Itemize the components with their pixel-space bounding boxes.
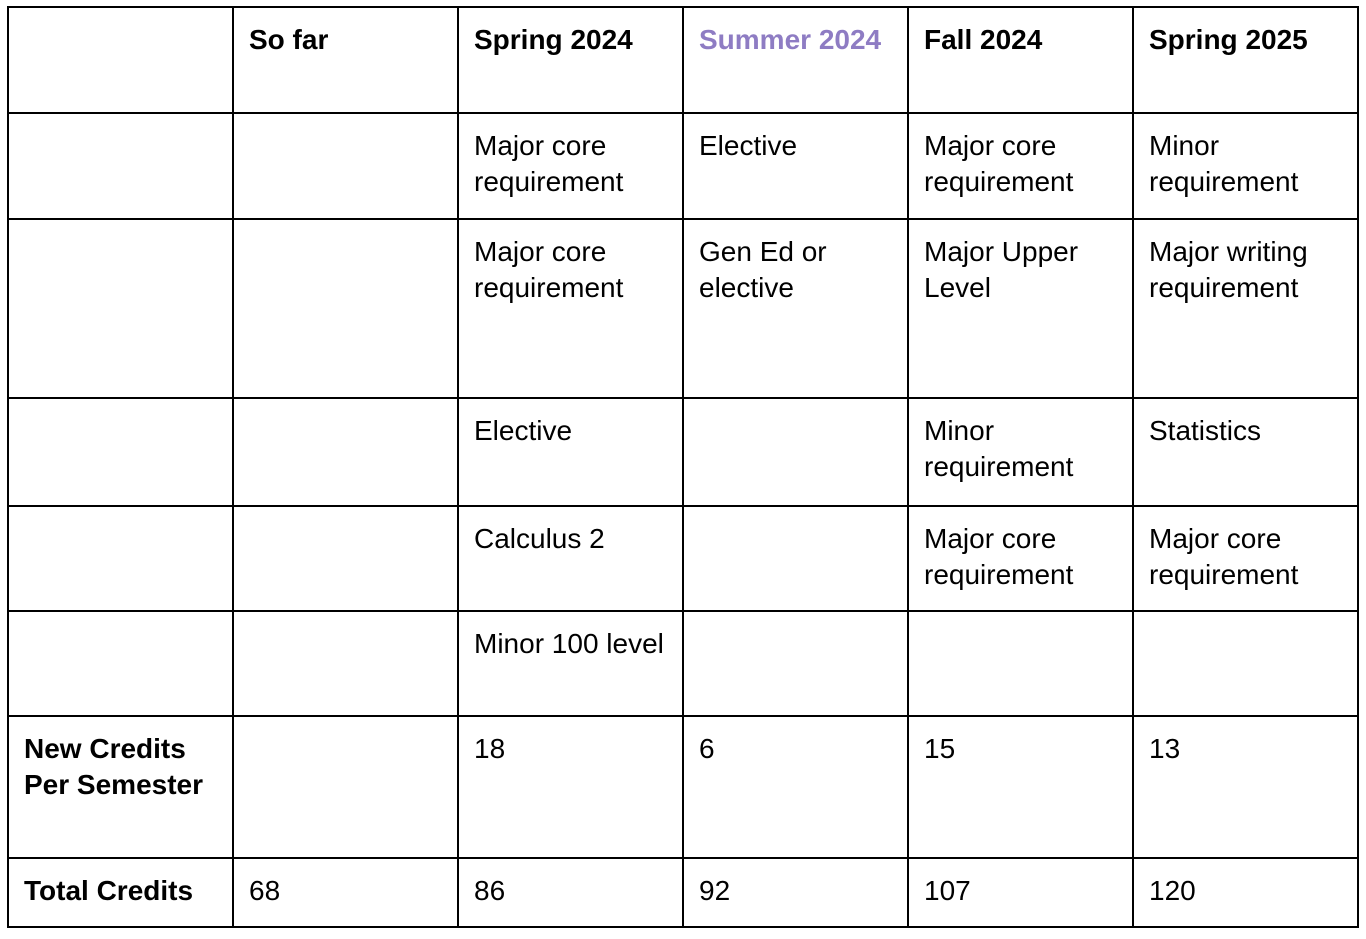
table-row xyxy=(8,506,1358,611)
cell-fall-2024[interactable]: Major core requirement xyxy=(908,113,1133,219)
cell-spring-2025[interactable]: Minor requirement xyxy=(1133,113,1358,219)
cell-label[interactable] xyxy=(8,398,233,506)
cell-fall-2024[interactable] xyxy=(908,611,1133,716)
table-row xyxy=(8,611,1358,716)
table-row xyxy=(8,398,1358,506)
cell-spring-2025[interactable]: Major writing requirement xyxy=(1133,219,1358,398)
cell-so-far[interactable] xyxy=(233,716,458,858)
cell-spring-2024[interactable]: 18 xyxy=(458,716,683,858)
cell-spring-2024[interactable]: Minor 100 level xyxy=(458,611,683,716)
cell-fall-2024[interactable]: Major core requirement xyxy=(908,506,1133,611)
cell-spring-2024[interactable]: 86 xyxy=(458,858,683,927)
cell-fall-2024[interactable]: 107 xyxy=(908,858,1133,927)
cell-spring-2025[interactable]: Statistics xyxy=(1133,398,1358,506)
cell-label[interactable]: New Credits Per Semester xyxy=(8,716,233,858)
cell-so-far[interactable] xyxy=(233,398,458,506)
cell-summer-2024[interactable] xyxy=(683,611,908,716)
header-row xyxy=(8,7,1358,113)
header-cell-spring-2024[interactable]: Spring 2024 xyxy=(458,7,683,113)
cell-fall-2024[interactable]: Minor requirement xyxy=(908,398,1133,506)
cell-so-far[interactable] xyxy=(233,219,458,398)
header-cell-spring-2025[interactable]: Spring 2025 xyxy=(1133,7,1358,113)
cell-spring-2024[interactable]: Elective xyxy=(458,398,683,506)
cell-so-far[interactable] xyxy=(233,611,458,716)
cell-fall-2024[interactable]: 15 xyxy=(908,716,1133,858)
cell-so-far[interactable] xyxy=(233,113,458,219)
cell-summer-2024[interactable]: 92 xyxy=(683,858,908,927)
cell-label[interactable] xyxy=(8,611,233,716)
cell-spring-2024[interactable]: Major core requirement xyxy=(458,219,683,398)
table-row xyxy=(8,219,1358,398)
cell-so-far[interactable] xyxy=(233,506,458,611)
degree-plan-table xyxy=(7,6,1359,928)
cell-spring-2024[interactable]: Calculus 2 xyxy=(458,506,683,611)
cell-label[interactable] xyxy=(8,506,233,611)
cell-spring-2025[interactable]: 13 xyxy=(1133,716,1358,858)
header-cell-fall-2024[interactable]: Fall 2024 xyxy=(908,7,1133,113)
table-row xyxy=(8,113,1358,219)
cell-label[interactable] xyxy=(8,113,233,219)
cell-summer-2024[interactable] xyxy=(683,506,908,611)
header-cell-summer-2024[interactable]: Summer 2024 xyxy=(683,7,908,113)
cell-spring-2025[interactable]: Major core requirement xyxy=(1133,506,1358,611)
cell-label[interactable]: Total Credits xyxy=(8,858,233,927)
table-row xyxy=(8,858,1358,927)
cell-fall-2024[interactable]: Major Upper Level xyxy=(908,219,1133,398)
cell-spring-2024[interactable]: Major core requirement xyxy=(458,113,683,219)
cell-so-far[interactable]: 68 xyxy=(233,858,458,927)
cell-summer-2024[interactable]: Gen Ed or elective xyxy=(683,219,908,398)
table-row xyxy=(8,716,1358,858)
cell-summer-2024[interactable]: 6 xyxy=(683,716,908,858)
cell-spring-2025[interactable]: 120 xyxy=(1133,858,1358,927)
cell-summer-2024[interactable] xyxy=(683,398,908,506)
cell-summer-2024[interactable]: Elective xyxy=(683,113,908,219)
header-cell-so-far[interactable]: So far xyxy=(233,7,458,113)
cell-spring-2025[interactable] xyxy=(1133,611,1358,716)
header-cell-label[interactable] xyxy=(8,7,233,113)
cell-label[interactable] xyxy=(8,219,233,398)
